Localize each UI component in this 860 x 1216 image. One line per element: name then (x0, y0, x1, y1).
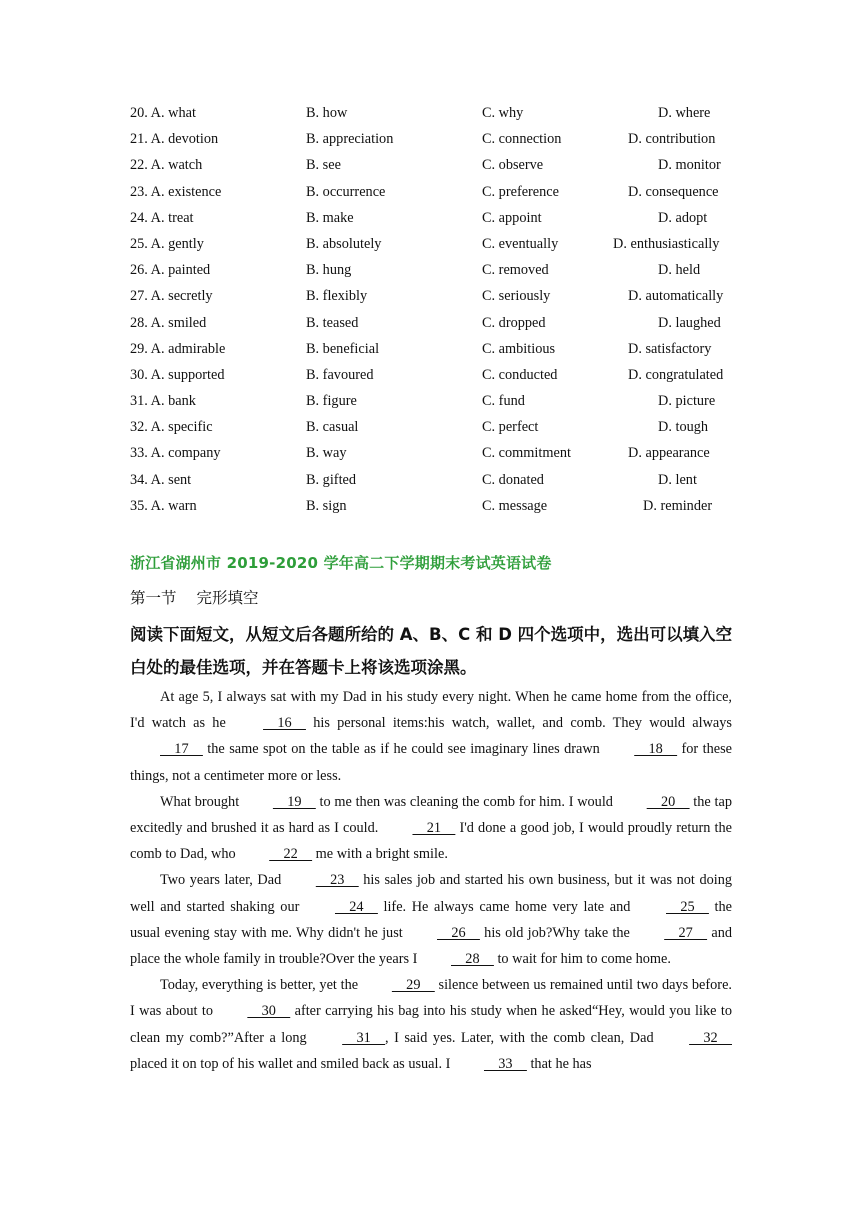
option-row (130, 284, 750, 310)
passage-text: the tap excitedly and brushed it as hard as I could. (130, 793, 732, 837)
option-row (130, 441, 750, 467)
option-row (130, 101, 750, 127)
option-b: B. see (306, 157, 341, 174)
option-d: D. held (658, 262, 701, 279)
cloze-blank: 17 (160, 741, 203, 758)
option-a: 20. A. what (130, 105, 196, 121)
option-d: D. contribution (628, 131, 716, 148)
cloze-blank: 33 (483, 1055, 527, 1072)
option-b: B. flexibly (306, 288, 368, 305)
cloze-blank: 30 (247, 1003, 291, 1020)
cloze-blank: 27 (664, 924, 708, 941)
option-d: D. appearance (628, 445, 710, 462)
option-b: B. absolutely (306, 235, 382, 252)
option-b: B. make (306, 209, 354, 226)
cloze-blank: 16 (263, 715, 306, 732)
option-c: C. conducted (482, 366, 558, 383)
option-b: B. way (306, 445, 347, 462)
option-c: C. seriously (482, 288, 551, 305)
option-row (130, 363, 750, 389)
cloze-blank: 19 (272, 793, 316, 810)
option-c: C. preference (482, 183, 559, 200)
section-heading (130, 586, 259, 608)
option-row (130, 468, 750, 494)
passage-text: life. He always came home very late and (377, 898, 637, 915)
exam-title: 浙江省湖州市 2019-2020 学年高二下学期期末考试英语试卷 (130, 554, 552, 572)
passage-paragraph (130, 684, 732, 789)
option-a: 31. A. bank (130, 393, 196, 410)
option-a: 30. A. supported (130, 366, 225, 383)
passage-text: At age 5, I always sat with my Dad in his study every night. When he came home from the office, I'd watch as he (130, 689, 732, 732)
option-a: 24. A. treat (130, 209, 194, 226)
option-b: B. casual (306, 419, 359, 436)
option-c: C. why (482, 105, 524, 121)
option-row (130, 232, 750, 258)
passage-text: What brought (160, 793, 243, 810)
passage-text: , I said yes. Later, with the comb clean, Dad (385, 1029, 660, 1046)
option-row (130, 258, 750, 284)
cloze-blank: 20 (646, 793, 690, 810)
cloze-blank: 28 (451, 951, 494, 968)
option-c: C. ambitious (482, 340, 556, 357)
option-row (130, 337, 750, 363)
passage-text: to wait for him to come home. (493, 951, 671, 968)
option-a: 32. A. specific (130, 419, 213, 436)
option-c: C. perfect (482, 419, 539, 436)
option-row (130, 311, 750, 337)
option-b: B. figure (306, 393, 357, 410)
option-d: D. adopt (658, 209, 708, 226)
option-a: 33. A. company (130, 445, 221, 462)
option-a: 25. A. gently (130, 235, 204, 252)
cloze-blank: 18 (634, 741, 678, 758)
option-d: D. reminder (643, 497, 713, 514)
option-b: B. appreciation (306, 131, 394, 148)
option-a: 26. A. painted (130, 262, 211, 279)
passage-text: silence between us remained until two days before. I was about to (130, 977, 732, 1020)
option-c: C. fund (482, 393, 525, 410)
cloze-blank: 29 (391, 977, 435, 994)
passage-paragraph (130, 867, 732, 972)
option-a: 27. A. secretly (130, 288, 213, 305)
passage-paragraph (130, 789, 732, 868)
passage-text: I'd done a good job, I would proudly return the comb to Dad, who (130, 820, 732, 863)
option-row (130, 415, 750, 441)
passage-text: that he has (526, 1055, 592, 1072)
option-d: D. monitor (658, 157, 721, 174)
instructions: 阅读下面短文，从短文后各题所给的 A、B、C 和 D 四个选项中，选出可以填入空白处的最佳选项，并在答题卡上将该选项涂黑。 (130, 625, 733, 677)
cloze-blank: 22 (269, 846, 313, 863)
option-c: C. commitment (482, 445, 571, 462)
passage-text: Two years later, Dad (160, 872, 286, 889)
cloze-blank: 31 (342, 1029, 386, 1046)
passage-text: his sales job and started his own business, but it was not doing well and started shaking our (130, 872, 733, 915)
passage-text: placed it on top of his wallet and smiled back as usual. I (130, 1055, 454, 1072)
option-d: D. tough (658, 419, 709, 436)
cloze-blank: 26 (437, 924, 480, 941)
option-c: C. appoint (482, 209, 542, 226)
option-c: C. connection (482, 131, 562, 148)
option-row (130, 206, 750, 232)
option-c: C. observe (482, 157, 544, 174)
section-name: 完形填空 (196, 589, 259, 607)
cloze-blank: 32 (689, 1029, 732, 1046)
option-c: C. message (482, 497, 548, 514)
passage-text: to me then was cleaning the comb for him. I would (315, 793, 617, 810)
cloze-blank: 25 (666, 898, 709, 915)
option-c: C. removed (482, 262, 549, 279)
option-row (130, 127, 750, 153)
option-row (130, 180, 750, 206)
option-d: D. automatically (628, 288, 724, 305)
passage-text: Today, everything is better, yet the (160, 977, 362, 994)
passage-paragraph (130, 972, 732, 1077)
answer-options (130, 101, 750, 520)
option-c: C. eventually (482, 235, 559, 252)
option-row (130, 494, 750, 520)
option-row (130, 389, 750, 415)
option-a: 34. A. sent (130, 471, 192, 488)
option-b: B. occurrence (306, 183, 386, 200)
option-a: 29. A. admirable (130, 340, 226, 357)
cloze-blank: 23 (315, 872, 359, 889)
option-d: D. congratulated (628, 366, 724, 383)
option-d: D. where (658, 105, 711, 121)
option-b: B. favoured (306, 366, 374, 383)
option-a: 28. A. smiled (130, 314, 207, 331)
option-d: D. laughed (658, 314, 721, 331)
option-b: B. how (306, 105, 348, 121)
passage-text: the same spot on the table as if he could see imaginary lines drawn (202, 741, 605, 758)
option-d: D. lent (658, 471, 697, 488)
passage-text: me with a bright smile. (312, 846, 448, 863)
option-a: 22. A. watch (130, 157, 203, 174)
passage-text: and place the whole family in trouble?Over the years I (130, 924, 732, 968)
option-a: 21. A. devotion (130, 131, 219, 148)
cloze-passage (130, 684, 732, 1077)
passage-text: for these things, not a centimeter more or less. (130, 741, 732, 784)
option-a: 23. A. existence (130, 183, 222, 200)
option-c: C. donated (482, 471, 544, 488)
option-d: D. satisfactory (628, 340, 712, 357)
cloze-blank: 21 (412, 820, 456, 837)
option-b: B. beneficial (306, 340, 380, 357)
option-b: B. hung (306, 262, 352, 279)
option-b: B. sign (306, 497, 347, 514)
cloze-blank: 24 (334, 898, 378, 915)
option-a: 35. A. warn (130, 497, 197, 514)
option-d: D. picture (658, 393, 716, 410)
passage-text: the usual evening stay with me. Why didn't he just (130, 898, 732, 941)
passage-text: his personal items:his watch, wallet, and comb. They would always (305, 715, 732, 732)
option-b: B. teased (306, 314, 359, 331)
option-row (130, 153, 750, 179)
section-label: 第一节 (130, 589, 177, 607)
option-d: D. consequence (628, 183, 719, 200)
option-b: B. gifted (306, 471, 357, 488)
passage-text: after carrying his bag into his study when he asked“Hey, would you like to clean my comb?”After a long (130, 1003, 732, 1046)
option-c: C. dropped (482, 314, 546, 331)
passage-text: his old job?Why take the (479, 924, 635, 941)
option-d: D. enthusiastically (613, 235, 720, 252)
